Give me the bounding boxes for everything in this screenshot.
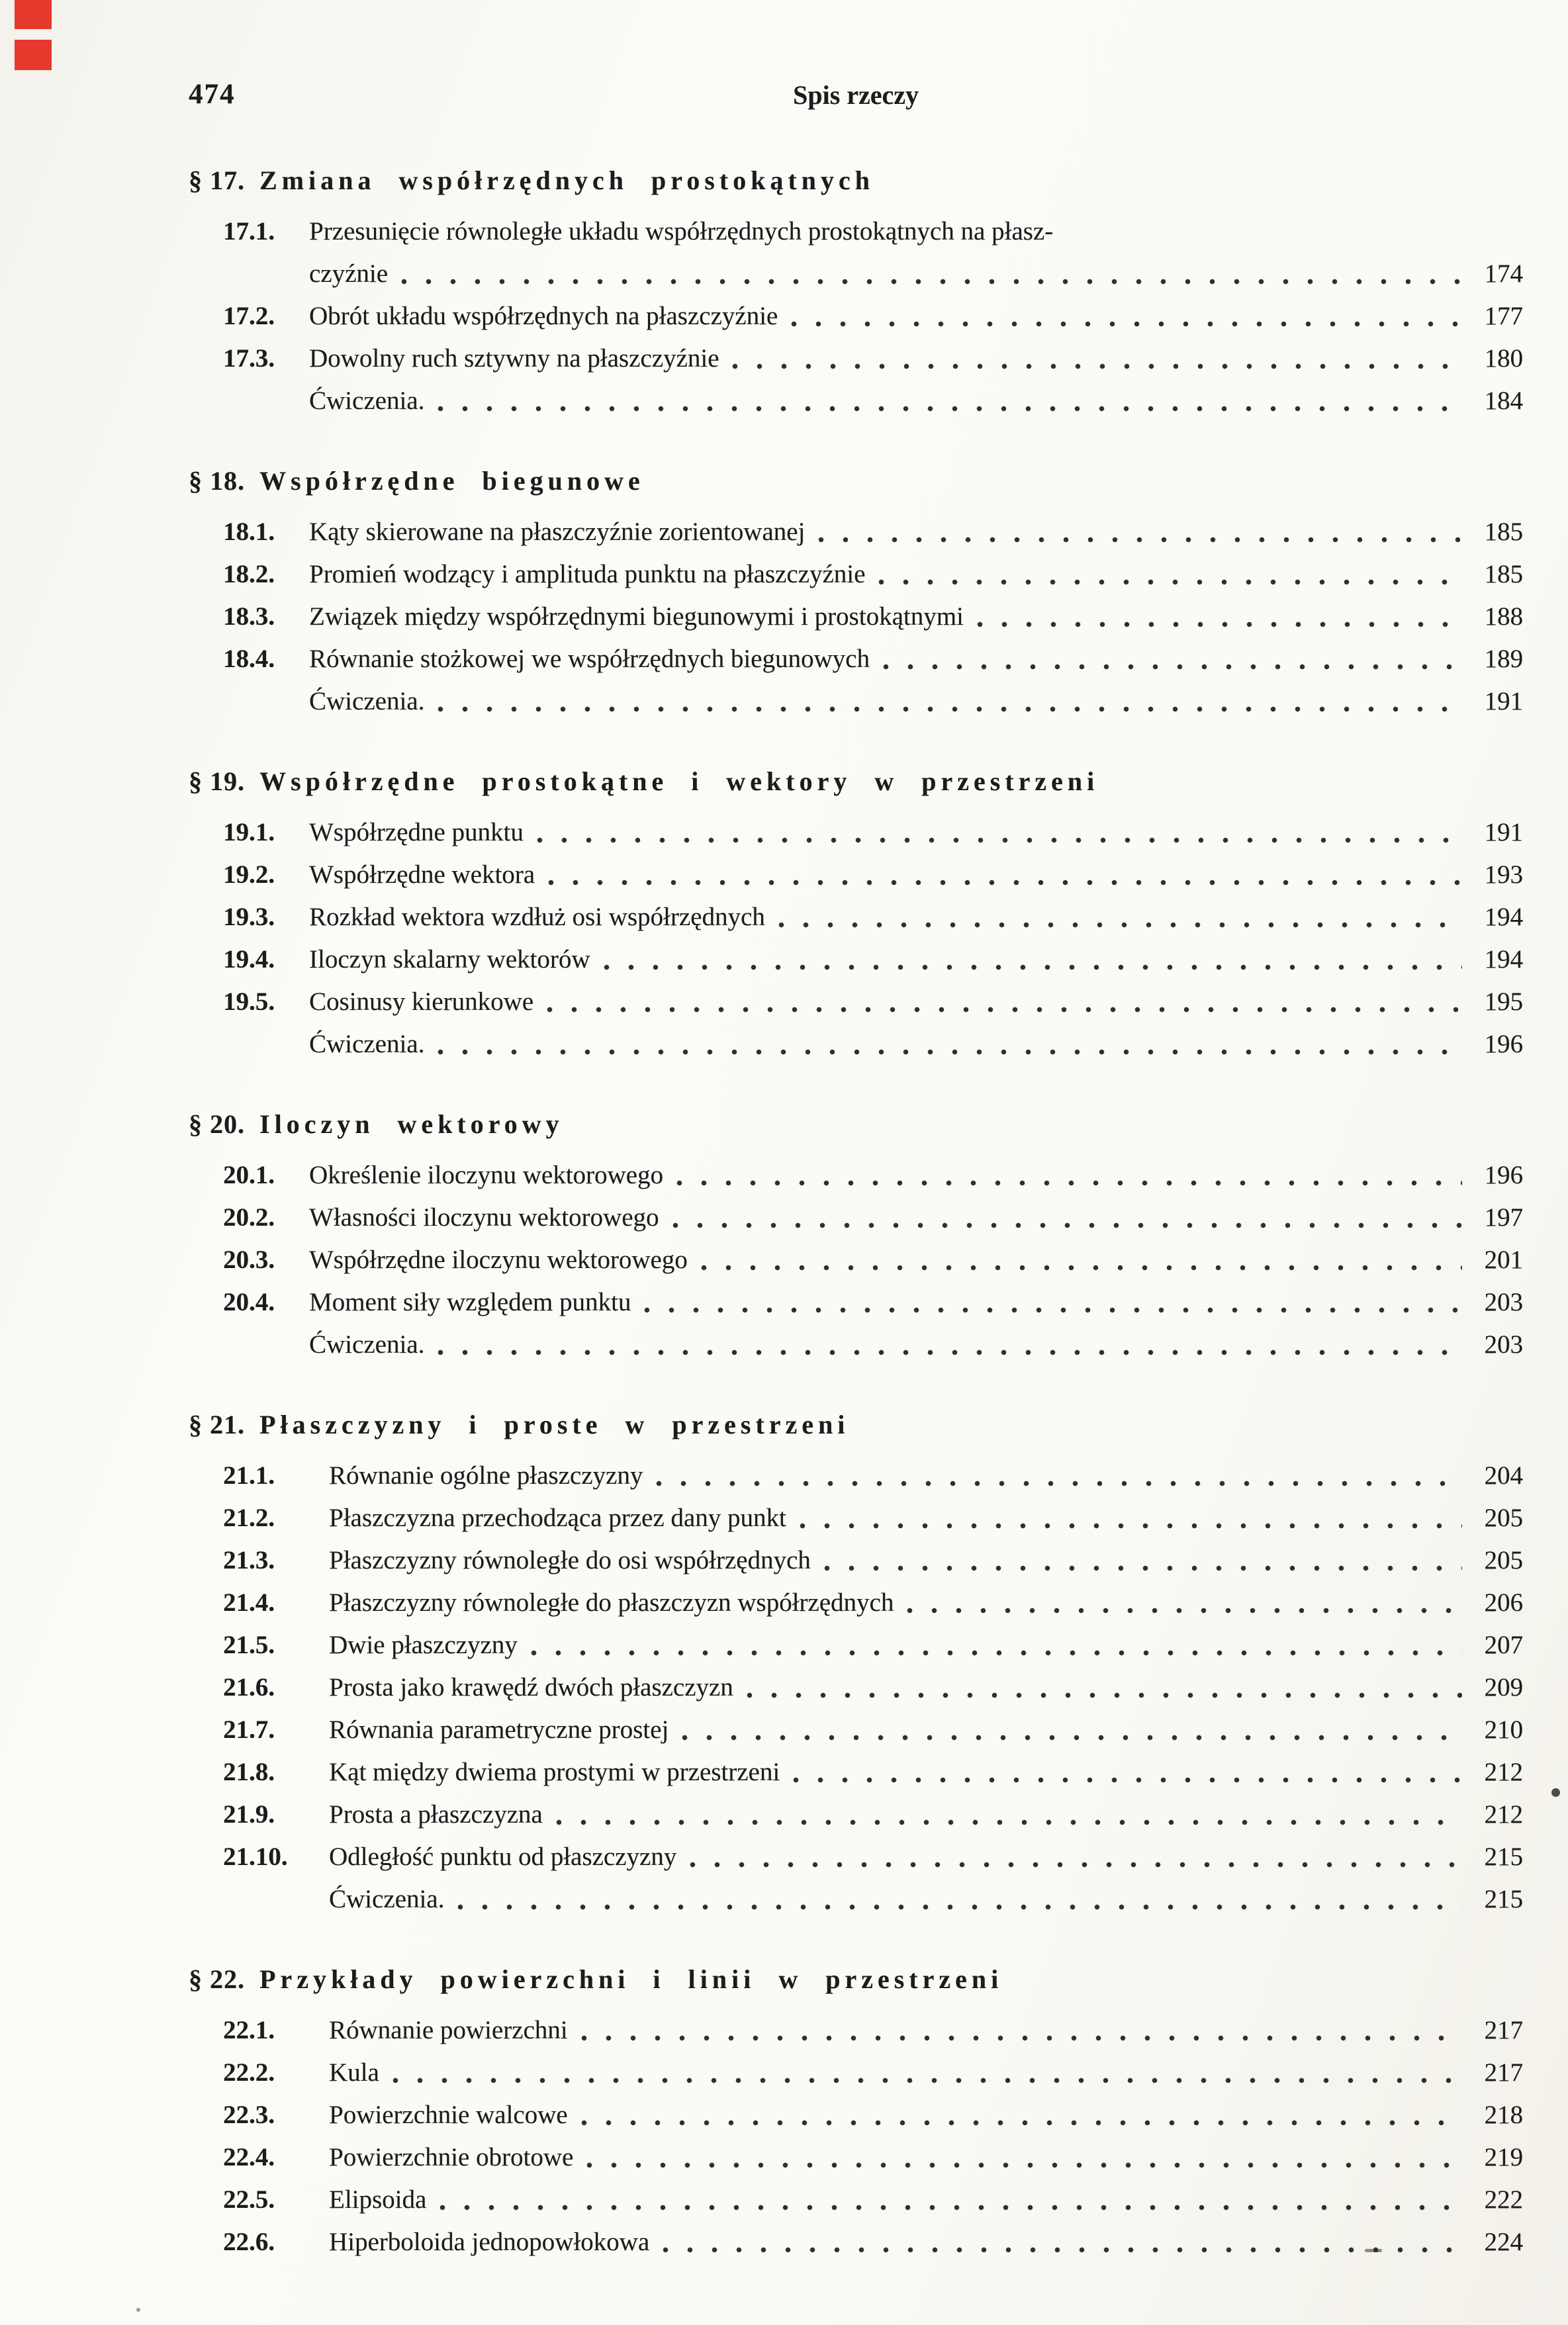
dot-leader [548, 880, 1462, 886]
entry-title: Odległość punktu od płaszczyzny [329, 1843, 677, 1871]
entry-number: 19.3. [223, 903, 275, 931]
entry-number: 18.4. [223, 645, 275, 673]
dot-leader [439, 2205, 1462, 2211]
entry-number: 21.1. [223, 1461, 275, 1490]
entry-page: 189 [1484, 645, 1523, 673]
entry-title: Płaszczyzna przechodząca przez dany punkt [329, 1504, 786, 1532]
entry-number: 20.4. [223, 1288, 275, 1316]
entry-number: 17.2. [223, 302, 275, 330]
entry-title: Ćwiczenia. [309, 1330, 425, 1359]
entry-page: 185 [1484, 560, 1523, 588]
entry-title: Równanie ogólne płaszczyzny [329, 1461, 643, 1490]
toc-entry [223, 596, 1523, 638]
entry-page: 204 [1484, 1461, 1523, 1490]
dot-leader [438, 706, 1462, 712]
section-heading [189, 1403, 1523, 1447]
entry-number: 21.10. [223, 1843, 288, 1871]
entry-number: 20.2. [223, 1203, 275, 1232]
section-label: § 19. [189, 766, 245, 796]
entry-number: 20.3. [223, 1246, 275, 1274]
entry-title: czyźnie [309, 259, 389, 288]
entry-title: Kąt między dwiema prostymi w przestrzeni [329, 1758, 780, 1786]
entry-title: Powierzchnie obrotowe [329, 2143, 574, 2171]
entry-page: 217 [1484, 2016, 1523, 2044]
entry-number: 21.4. [223, 1588, 275, 1617]
entry-number: 17.1. [223, 217, 275, 246]
dot-leader [438, 1349, 1462, 1355]
section-title: Iloczyn wektorowy [259, 1109, 564, 1139]
dot-leader [824, 1565, 1462, 1571]
toc-entry [223, 854, 1523, 896]
entry-title: Cosinusy kierunkowe [309, 987, 534, 1016]
toc-section-21 [189, 1403, 1523, 1921]
entry-page: 196 [1484, 1030, 1523, 1058]
dot-leader [682, 1735, 1462, 1741]
dot-leader [401, 279, 1462, 285]
dot-leader [604, 964, 1462, 970]
toc-entry [223, 2221, 1523, 2263]
toc-entry [223, 338, 1523, 380]
entry-page: 215 [1484, 1885, 1523, 1913]
entry-number: 19.1. [223, 818, 275, 846]
toc-section-19 [189, 760, 1523, 1066]
dot-leader [907, 1608, 1462, 1614]
toc-entry [223, 295, 1523, 338]
entry-title: Ćwiczenia. [329, 1885, 445, 1913]
dot-leader [581, 2120, 1462, 2126]
dot-leader [537, 837, 1462, 843]
toc-entry [223, 1624, 1523, 1666]
section-heading [189, 459, 1523, 503]
entry-number: 21.6. [223, 1673, 275, 1702]
toc-entry [223, 1836, 1523, 1878]
entry-title: Dowolny ruch sztywny na płaszczyźnie [309, 344, 719, 373]
toc-entry [223, 1751, 1523, 1794]
entry-page: 203 [1484, 1330, 1523, 1359]
entry-page: 185 [1484, 518, 1523, 546]
dot-leader [732, 363, 1462, 369]
toc-entry [223, 210, 1523, 253]
entry-page: 205 [1484, 1504, 1523, 1532]
toc-entry [223, 2136, 1523, 2179]
entry-title: Równanie stożkowej we współrzędnych biegunowych [309, 645, 870, 673]
toc-entry [223, 1154, 1523, 1197]
section-title: Współrzędne biegunowe [259, 466, 645, 496]
entry-page: 215 [1484, 1843, 1523, 1871]
section-title: Zmiana współrzędnych prostokątnych [259, 165, 874, 195]
toc-entry [223, 638, 1523, 680]
entry-title: Ćwiczenia. [309, 1030, 425, 1058]
entry-number: 19.2. [223, 860, 275, 889]
dot-leader [547, 1007, 1462, 1013]
entry-page: 197 [1484, 1203, 1523, 1232]
entry-title: Ćwiczenia. [309, 687, 425, 715]
dot-leader [656, 1481, 1462, 1486]
section-label: § 18. [189, 466, 245, 496]
section-label: § 22. [189, 1964, 245, 1994]
entry-page: 219 [1484, 2143, 1523, 2171]
toc-entry [223, 1324, 1523, 1366]
entry-title: Obrót układu współrzędnych na płaszczyźnie [309, 302, 778, 330]
dot-leader [644, 1307, 1462, 1313]
entry-number: 20.1. [223, 1161, 275, 1189]
dot-leader [392, 2077, 1462, 2083]
dot-leader [438, 1049, 1462, 1055]
entry-title: Płaszczyzny równoległe do osi współrzędnych [329, 1546, 811, 1574]
entry-title: Prosta a płaszczyzna [329, 1800, 543, 1829]
entry-page: 209 [1484, 1673, 1523, 1702]
entry-title: Płaszczyzny równoległe do płaszczyzn współrzędnych [329, 1588, 894, 1617]
section-title: Współrzędne prostokątne i wektory w przestrzeni [259, 766, 1099, 796]
entry-number: 22.4. [223, 2143, 275, 2171]
entry-title: Związek między współrzędnymi biegunowymi i prostokątnymi [309, 602, 964, 631]
entry-title: Własności iloczynu wektorowego [309, 1203, 659, 1232]
entry-title: Współrzędne wektora [309, 860, 535, 889]
section-heading [189, 159, 1523, 203]
entry-page: 224 [1484, 2228, 1523, 2256]
dot-leader [457, 1904, 1462, 1910]
red-registration-mark [15, 40, 52, 70]
section-title: Przykłady powierzchni i linii w przestrzeni [259, 1964, 1003, 1994]
toc-entry [223, 1794, 1523, 1836]
entry-title: Współrzędne punktu [309, 818, 524, 846]
entry-number: 19.4. [223, 945, 275, 974]
entry-page: 217 [1484, 2058, 1523, 2087]
toc-entry [223, 2179, 1523, 2221]
page-number: 474 [189, 79, 236, 110]
entry-page: 191 [1484, 818, 1523, 846]
toc-entry [223, 981, 1523, 1023]
dot-leader [663, 2247, 1462, 2253]
entry-title: Równania parametryczne prostej [329, 1715, 669, 1744]
toc-entry [223, 1709, 1523, 1751]
entry-title: Powierzchnie walcowe [329, 2101, 568, 2129]
entry-page: 191 [1484, 687, 1523, 715]
entry-number: 18.2. [223, 560, 275, 588]
entry-page: 194 [1484, 903, 1523, 931]
header-title: Spis rzeczy [793, 80, 919, 110]
entry-page: 203 [1484, 1288, 1523, 1316]
scan-speck [1551, 1788, 1560, 1797]
dot-leader [676, 1180, 1462, 1186]
toc-entry [223, 811, 1523, 854]
entry-number: 22.2. [223, 2058, 275, 2087]
entry-page: 222 [1484, 2185, 1523, 2214]
section-label: § 17. [189, 165, 245, 195]
toc-entry [223, 380, 1523, 422]
entry-page: 180 [1484, 344, 1523, 373]
dot-leader [586, 2162, 1462, 2168]
toc-section-20 [189, 1103, 1523, 1366]
entry-title: Prosta jako krawędź dwóch płaszczyzn [329, 1673, 733, 1702]
page [189, 78, 1523, 2301]
entry-page: 194 [1484, 945, 1523, 974]
dot-leader [883, 664, 1462, 670]
entry-title: Promień wodzący i amplituda punktu na płaszczyźnie [309, 560, 866, 588]
entry-number: 21.7. [223, 1715, 275, 1744]
entry-number: 22.3. [223, 2101, 275, 2129]
entry-page: 195 [1484, 987, 1523, 1016]
entry-page: 218 [1484, 2101, 1523, 2129]
toc-entry [223, 1455, 1523, 1497]
toc-entry [223, 2009, 1523, 2052]
dot-leader [672, 1222, 1462, 1228]
toc-section-18 [189, 459, 1523, 723]
entry-number: 21.5. [223, 1631, 275, 1659]
dot-leader [977, 621, 1462, 627]
toc-entry-continuation [223, 253, 1523, 295]
toc-entry [223, 1239, 1523, 1281]
entry-page: 205 [1484, 1546, 1523, 1574]
entry-page: 196 [1484, 1161, 1523, 1189]
entry-title: Moment siły względem punktu [309, 1288, 631, 1316]
dot-leader [690, 1862, 1462, 1868]
entry-title: Kula [329, 2058, 379, 2087]
toc-entry [223, 1023, 1523, 1066]
entry-title: Równanie powierzchni [329, 2016, 568, 2044]
entry-title: Współrzędne iloczynu wektorowego [309, 1246, 688, 1274]
entry-page: 201 [1484, 1246, 1523, 1274]
dot-leader [791, 321, 1462, 327]
entry-page: 188 [1484, 602, 1523, 631]
toc [189, 159, 1523, 2263]
entry-number: 21.9. [223, 1800, 275, 1829]
dot-leader [701, 1265, 1462, 1271]
entry-title: Dwie płaszczyzny [329, 1631, 518, 1659]
entry-title: Hiperboloida jednopowłokowa [329, 2228, 650, 2256]
dot-leader [556, 1819, 1462, 1825]
entry-number: 19.5. [223, 987, 275, 1016]
dot-leader [581, 2035, 1462, 2041]
entry-title: Elipsoida [329, 2185, 427, 2214]
section-heading [189, 1958, 1523, 2001]
section-heading [189, 760, 1523, 803]
entry-page: 212 [1484, 1758, 1523, 1786]
toc-entry [223, 680, 1523, 723]
toc-entry [223, 1197, 1523, 1239]
entry-number: 21.3. [223, 1546, 275, 1574]
entry-title: Kąty skierowane na płaszczyźnie zorientowanej [309, 518, 806, 546]
entry-number: 18.3. [223, 602, 275, 631]
dot-leader [818, 537, 1462, 543]
entry-page: 184 [1484, 387, 1523, 415]
entry-number: 22.1. [223, 2016, 275, 2044]
entry-number: 22.5. [223, 2185, 275, 2214]
page-header [189, 78, 1523, 116]
toc-entry [223, 938, 1523, 981]
dot-leader [438, 406, 1462, 412]
entry-number: 17.3. [223, 344, 275, 373]
dot-leader [878, 579, 1462, 585]
entry-page: 193 [1484, 860, 1523, 889]
entry-page: 212 [1484, 1800, 1523, 1829]
entry-page: 177 [1484, 302, 1523, 330]
dot-leader [778, 922, 1462, 928]
section-label: § 20. [189, 1109, 245, 1139]
toc-entry [223, 553, 1523, 596]
red-registration-mark [15, 0, 52, 29]
toc-entry [223, 1281, 1523, 1324]
scan-speck [136, 2308, 140, 2312]
dot-leader [800, 1523, 1462, 1529]
entry-page: 174 [1484, 259, 1523, 288]
entry-number: 22.6. [223, 2228, 275, 2256]
toc-entry [223, 2052, 1523, 2094]
toc-section-22 [189, 1958, 1523, 2263]
entry-page: 207 [1484, 1631, 1523, 1659]
entry-page: 206 [1484, 1588, 1523, 1617]
toc-entry [223, 1582, 1523, 1624]
dot-leader [531, 1650, 1462, 1656]
entry-page: 210 [1484, 1715, 1523, 1744]
toc-entry [223, 1666, 1523, 1709]
entry-number: 21.2. [223, 1504, 275, 1532]
entry-title: Ćwiczenia. [309, 387, 425, 415]
entry-title: Rozkład wektora wzdłuż osi współrzędnych [309, 903, 765, 931]
toc-entry [223, 1497, 1523, 1539]
toc-entry [223, 1878, 1523, 1921]
entry-title: Przesunięcie równoległe układu współrzędnych prostokątnych na płasz- [309, 217, 1054, 246]
toc-entry [223, 896, 1523, 938]
toc-entry [223, 1539, 1523, 1582]
toc-section-17 [189, 159, 1523, 422]
entry-title: Określenie iloczynu wektorowego [309, 1161, 663, 1189]
dot-leader [793, 1777, 1462, 1783]
section-label: § 21. [189, 1410, 245, 1439]
toc-entry [223, 511, 1523, 553]
entry-number: 18.1. [223, 518, 275, 546]
section-title: Płaszczyzny i proste w przestrzeni [259, 1410, 850, 1439]
entry-title: Iloczyn skalarny wektorów [309, 945, 590, 974]
section-heading [189, 1103, 1523, 1146]
dot-leader [747, 1692, 1462, 1698]
toc-entry [223, 2094, 1523, 2136]
entry-number: 21.8. [223, 1758, 275, 1786]
